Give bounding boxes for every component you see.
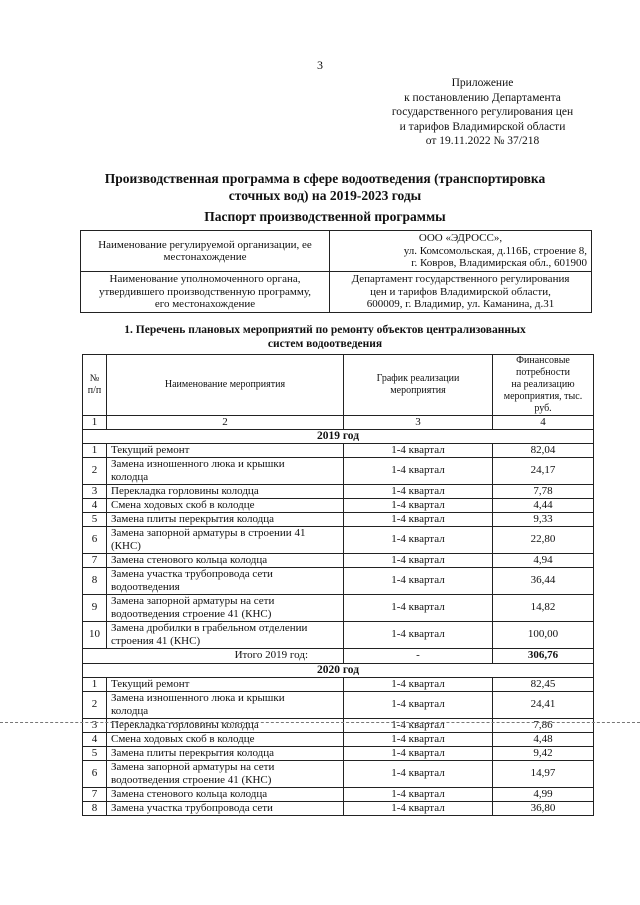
row-name [107, 594, 344, 621]
appendix-line: от 19.11.2022 № 37/218 [425, 135, 540, 147]
passport-row [81, 272, 592, 313]
table-row [83, 621, 594, 648]
passport-label-line: утвердившего производственную программу, [98, 285, 311, 298]
row-finance: 4,48 [493, 732, 594, 746]
row-finance: 100,00 [493, 621, 594, 648]
table-row [83, 484, 594, 498]
row-schedule: 1-4 квартал [344, 732, 493, 746]
passport-value-line: г. Ковров, Владимирская обл., 601900 [411, 257, 587, 270]
header-finance-line: на реализацию [511, 379, 575, 390]
table-row [83, 553, 594, 567]
row-name [107, 787, 344, 801]
appendix-block [380, 76, 585, 149]
row-name-line: (КНС) [111, 539, 141, 552]
row-schedule: 1-4 квартал [344, 512, 493, 526]
table-row [83, 691, 594, 718]
column-index: 4 [493, 416, 594, 430]
table-row [83, 594, 594, 621]
row-name-line: Замена изношенного люка и крышки [111, 692, 285, 704]
row-finance: 4,94 [493, 553, 594, 567]
table-row [83, 498, 594, 512]
table-row [83, 718, 594, 732]
appendix-line: и тарифов Владимирской области [399, 120, 566, 133]
row-name-line: водоотведения [111, 580, 180, 593]
row-name-line: Замена стенового кольца колодца [111, 553, 268, 566]
row-schedule: 1-4 квартал [344, 567, 493, 594]
row-number: 4 [83, 732, 107, 746]
row-name-line: Перекладка горловины колодца [111, 484, 259, 497]
row-schedule: 1-4 квартал [344, 677, 493, 691]
row-number: 5 [83, 512, 107, 526]
row-finance: 82,04 [493, 443, 594, 457]
row-name [107, 553, 344, 567]
passport-value-line: ООО «ЭДРОСС», [418, 232, 503, 245]
passport-label-line: Наименование регулируемой организации, ее [98, 238, 312, 251]
row-finance: 9,42 [493, 746, 594, 760]
header-schedule-line: мероприятия [390, 385, 446, 396]
total-label: Итого 2019 год: [83, 648, 344, 663]
row-number: 6 [83, 526, 107, 553]
column-index-row [83, 416, 594, 430]
row-name-line: строения 41 (КНС) [111, 634, 201, 647]
column-index: 1 [83, 416, 107, 430]
row-schedule: 1-4 квартал [344, 553, 493, 567]
table-row [83, 746, 594, 760]
table-row [83, 787, 594, 801]
row-name-line: Текущий ремонт [111, 677, 190, 690]
section-title-line: систем водоотведения [267, 338, 383, 350]
header-num [83, 355, 107, 416]
passport-row [81, 231, 592, 272]
passport-label-line: местонахождение [163, 251, 247, 263]
passport-table [80, 230, 592, 313]
row-finance: 82,45 [493, 677, 594, 691]
title-line: сточных вод) на 2019-2023 годы [228, 188, 422, 203]
row-finance: 4,44 [493, 498, 594, 512]
activities-table [82, 354, 594, 816]
passport-value-line: 600009, г. Владимир, ул. Каманина, д.31 [366, 298, 555, 311]
row-name [107, 512, 344, 526]
table-row [83, 760, 594, 787]
row-finance: 36,80 [493, 801, 594, 815]
row-name-line: Перекладка горловины колодца [111, 718, 259, 731]
header-finance [493, 355, 594, 416]
row-name [107, 526, 344, 553]
row-name-line: Замена плиты перекрытия колодца [111, 746, 275, 759]
table-row [83, 526, 594, 553]
row-name-line: Замена дробилки в грабельном отделении [111, 622, 308, 634]
table-row [83, 677, 594, 691]
appendix-line: к постановлению Департамента [404, 91, 561, 104]
row-name-line: Смена ходовых скоб в колодце [111, 732, 255, 745]
row-number: 5 [83, 746, 107, 760]
row-number: 6 [83, 760, 107, 787]
total-row [83, 648, 594, 663]
row-name [107, 484, 344, 498]
row-name [107, 732, 344, 746]
table-row [83, 567, 594, 594]
row-finance: 22,80 [493, 526, 594, 553]
row-name-line: водоотведения строение 41 (КНС) [111, 773, 272, 786]
row-finance: 9,33 [493, 512, 594, 526]
total-schedule: - [344, 648, 493, 663]
row-finance: 7,78 [493, 484, 594, 498]
header-finance-line: мероприятия, тыс. руб. [503, 391, 583, 414]
row-schedule: 1-4 квартал [344, 594, 493, 621]
table-row [83, 801, 594, 815]
row-schedule: 1-4 квартал [344, 621, 493, 648]
row-name-line: Замена стенового кольца колодца [111, 787, 268, 800]
table-row [83, 512, 594, 526]
header-num-line: № [89, 373, 100, 384]
passport-label [81, 272, 330, 313]
row-schedule: 1-4 квартал [344, 443, 493, 457]
row-name-line: водоотведения строение 41 (КНС) [111, 607, 272, 620]
row-schedule: 1-4 квартал [344, 691, 493, 718]
row-schedule: 1-4 квартал [344, 457, 493, 484]
passport-value [330, 272, 592, 313]
passport-heading: Паспорт производственной программы [204, 209, 446, 224]
row-finance: 14,82 [493, 594, 594, 621]
page-number: 3 [317, 58, 323, 72]
row-number: 2 [83, 457, 107, 484]
row-schedule: 1-4 квартал [344, 787, 493, 801]
passport-label-line: его местонахождение [154, 298, 256, 311]
document-title [80, 170, 570, 204]
row-finance: 24,17 [493, 457, 594, 484]
row-name-line: колодца [111, 704, 149, 717]
row-name [107, 801, 344, 815]
row-number: 8 [83, 801, 107, 815]
passport-label-line: Наименование уполномоченного органа, [109, 273, 301, 286]
year-label: 2019 год [83, 429, 594, 443]
row-name-line: Замена изношенного люка и крышки [111, 458, 285, 470]
section-title [80, 323, 570, 351]
header-name: Наименование мероприятия [107, 355, 344, 416]
row-number: 3 [83, 718, 107, 732]
row-name [107, 760, 344, 787]
row-name [107, 457, 344, 484]
row-name-line: Смена ходовых скоб в колодце [111, 498, 255, 511]
row-name [107, 621, 344, 648]
row-name-line: Замена плиты перекрытия колодца [111, 512, 275, 525]
year-header-row [83, 663, 594, 677]
row-name [107, 498, 344, 512]
total-value: 306,76 [493, 648, 594, 663]
section-title-line: 1. Перечень плановых мероприятий по ремонту объектов централизованных [124, 324, 526, 336]
passport-value [330, 231, 592, 272]
row-finance: 24,41 [493, 691, 594, 718]
table-header-row [83, 355, 594, 416]
passport-label [81, 231, 330, 272]
row-number: 8 [83, 567, 107, 594]
year-label: 2020 год [83, 663, 594, 677]
row-number: 4 [83, 498, 107, 512]
passport-value-line: цен и тарифов Владимирской области, [370, 285, 551, 298]
row-number: 9 [83, 594, 107, 621]
row-schedule: 1-4 квартал [344, 484, 493, 498]
row-name-line: Текущий ремонт [111, 443, 190, 456]
row-number: 7 [83, 787, 107, 801]
row-name-line: Замена участка трубопровода сети [111, 568, 273, 580]
row-finance: 7,86 [493, 718, 594, 732]
row-name-line: Замена запорной арматуры на сети [111, 595, 275, 607]
title-line: Производственная программа в сфере водоотведения (транспортировка [104, 171, 546, 186]
scan-artifact-line [0, 722, 640, 723]
row-name-line: Замена участка трубопровода сети [111, 801, 273, 814]
row-number: 7 [83, 553, 107, 567]
passport-value-line: Департамент государственного регулирования [351, 273, 570, 286]
row-name-line: колодца [111, 470, 149, 483]
header-finance-line: Финансовые потребности [516, 355, 570, 378]
column-index: 2 [107, 416, 344, 430]
row-name [107, 677, 344, 691]
row-finance: 4,99 [493, 787, 594, 801]
row-name [107, 691, 344, 718]
row-number: 1 [83, 443, 107, 457]
row-number: 10 [83, 621, 107, 648]
table-row [83, 732, 594, 746]
header-num-line: п/п [87, 385, 102, 396]
row-schedule: 1-4 квартал [344, 760, 493, 787]
row-finance: 14,97 [493, 760, 594, 787]
table-row [83, 457, 594, 484]
year-header-row [83, 429, 594, 443]
row-schedule: 1-4 квартал [344, 526, 493, 553]
row-name-line: Замена запорной арматуры на сети [111, 761, 275, 773]
column-index: 3 [344, 416, 493, 430]
row-name-line: Замена запорной арматуры в строении 41 [111, 527, 306, 539]
row-finance: 36,44 [493, 567, 594, 594]
row-schedule: 1-4 квартал [344, 718, 493, 732]
row-number: 2 [83, 691, 107, 718]
header-schedule [344, 355, 493, 416]
appendix-line: Приложение [451, 77, 514, 89]
row-name [107, 718, 344, 732]
appendix-line: государственного регулирования цен [391, 106, 574, 118]
row-number: 3 [83, 484, 107, 498]
passport-value-line: ул. Комсомольская, д.116Б, строение 8, [403, 244, 587, 257]
header-schedule-line: График реализации [376, 373, 460, 384]
row-schedule: 1-4 квартал [344, 746, 493, 760]
row-name [107, 746, 344, 760]
row-schedule: 1-4 квартал [344, 801, 493, 815]
table-row [83, 443, 594, 457]
row-schedule: 1-4 квартал [344, 498, 493, 512]
row-number: 1 [83, 677, 107, 691]
row-name [107, 567, 344, 594]
row-name [107, 443, 344, 457]
